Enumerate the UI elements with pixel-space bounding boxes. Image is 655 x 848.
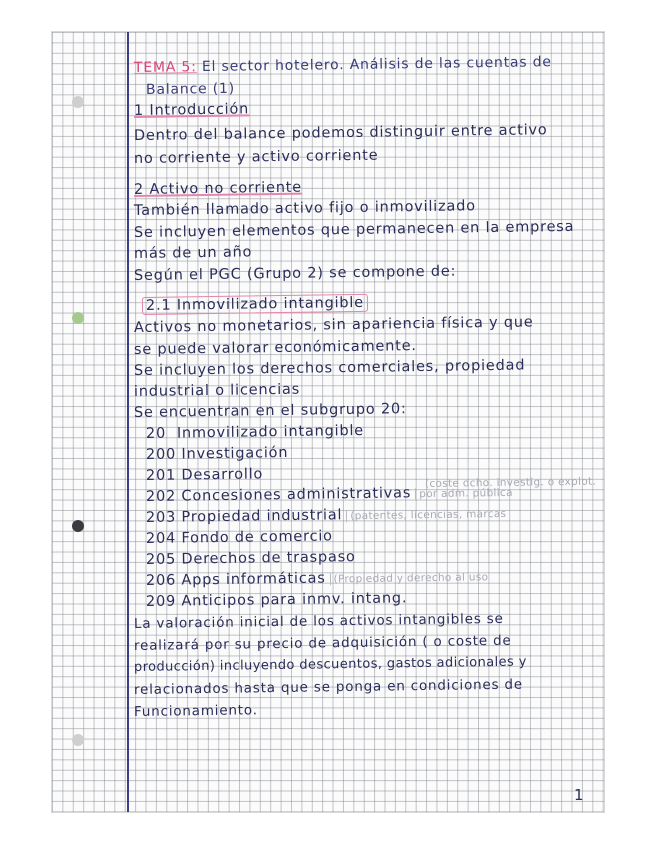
margin-line [127, 32, 129, 812]
account-row: 209 Anticipos para inmv. intang. [145, 590, 408, 610]
binder-hole [72, 734, 84, 746]
text-line: se puede valorar económicamente. [133, 338, 417, 358]
text-line: relacionados hasta que se ponga en condiciones de [133, 676, 524, 698]
section-heading: 2 Activo no corriente [133, 179, 303, 198]
text-line: producción) incluyendo descuentos, gastos adicionales y [133, 654, 527, 675]
title-text: El sector hotelero. Análisis de las cuentas de [196, 54, 552, 76]
binder-hole [72, 520, 84, 532]
section-heading: 1 Introducción [133, 101, 250, 119]
text-line: Se incluyen los derechos comerciales, propiedad [133, 357, 526, 379]
account-row: 20 Inmovilizado intangible [145, 422, 365, 442]
page-title-cont: Balance (1) [145, 80, 236, 98]
text-line: También llamado activo fijo o inmovilizado [133, 198, 476, 219]
account-note: por adm. pública [415, 487, 513, 500]
account-row: 205 Derechos de traspaso [145, 549, 356, 568]
account-row: 204 Fondo de comercio [145, 528, 333, 547]
tema-label: TEMA 5: [133, 59, 197, 76]
account-note: (coste dcho. investig. o explot. [424, 475, 597, 490]
text-line: Dentro del balance podemos distinguir entre activo [133, 122, 548, 144]
account-note: (Propiedad y derecho al uso [330, 571, 489, 585]
account-row: 200 Investigación [145, 445, 289, 463]
page-number: 1 [574, 786, 584, 804]
text-line: no corriente y activo corriente [133, 147, 379, 167]
text-line: Funcionamiento. [133, 702, 258, 720]
text-line: más de un año [133, 244, 253, 262]
text-line: Activos no monetarios, sin apariencia física y que [133, 314, 534, 336]
binder-hole [72, 96, 84, 108]
account-row: 201 Desarrollo [145, 466, 264, 484]
text-line: realizará por su precio de adquisición ( o coste de [133, 632, 512, 654]
binder-hole [72, 312, 84, 324]
text-line: Se encuentran en el subgrupo 20: [133, 401, 407, 421]
account-row: 202 Concesiones administrativas por adm. pública [145, 485, 513, 505]
subsection-heading: 2.1 Inmovilizado intangible [142, 295, 368, 314]
account-row: 203 Propiedad industrial (patentes, licencias, marcas [145, 507, 507, 526]
account-note: (patentes, licencias, marcas [346, 508, 506, 522]
text-line: industrial o licencias [133, 381, 301, 400]
text-line: La valoración inicial de los activos intangibles se [133, 610, 504, 632]
account-row: 206 Apps informáticas (Propiedad y derecho al uso [145, 570, 489, 589]
text-line: Según el PGC (Grupo 2) se compone de: [133, 263, 457, 284]
text-line: Se incluyen elementos que permanecen en la empresa [133, 218, 575, 241]
